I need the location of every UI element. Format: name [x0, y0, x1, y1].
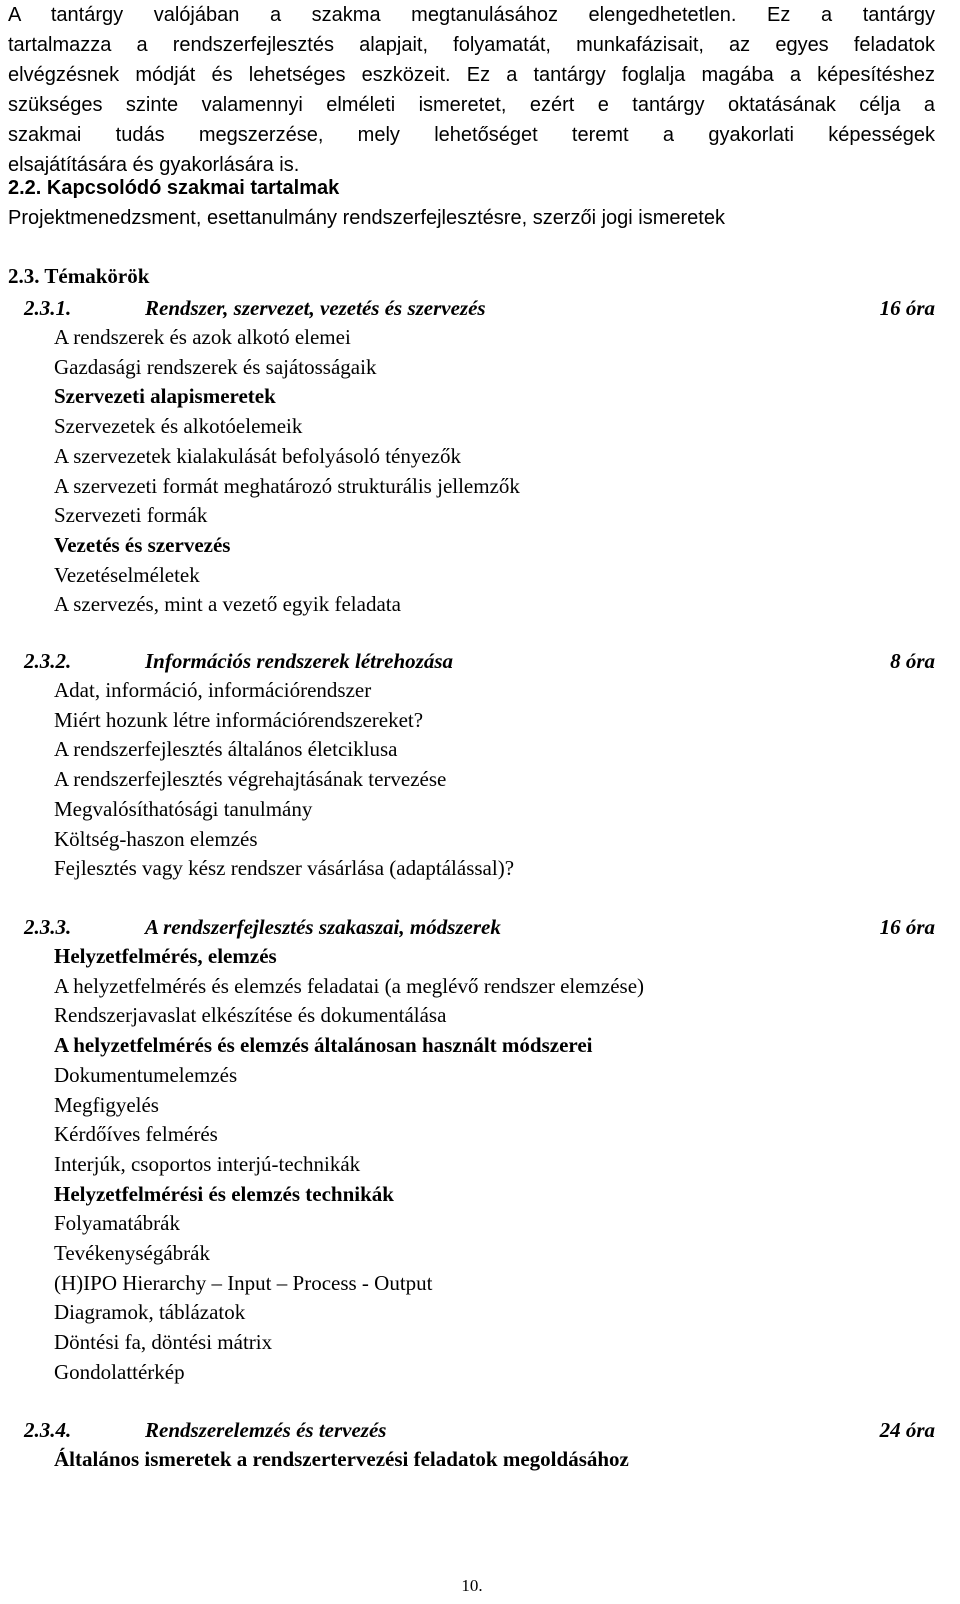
- topic-item: A szervezeti formát meghatározó strukturális jellemzők: [54, 473, 520, 498]
- topic-title: A rendszerfejlesztés szakaszai, módszerek: [145, 915, 501, 939]
- topic-item: Vezetéselméletek: [54, 562, 200, 587]
- topic-hours: 8 óra: [890, 649, 935, 673]
- topic-subheading: Helyzetfelmérés, elemzés: [54, 944, 277, 968]
- topic-item: Szervezeti formák: [54, 503, 208, 528]
- topic-items: [8, 676, 935, 884]
- topic-number: 2.3.2.: [24, 649, 72, 673]
- topic-title: Információs rendszerek létrehozása: [145, 649, 454, 673]
- topic-number: 2.3.3.: [24, 915, 72, 939]
- topic-item: A rendszerfejlesztés végrehajtásának tervezése: [54, 767, 447, 792]
- topic-item: A helyzetfelmérés és elemzés feladatai (a meglévő rendszer elemzése): [54, 973, 645, 998]
- topic-item: Gondolattérkép: [54, 1359, 185, 1384]
- topic-hours: 16 óra: [879, 915, 935, 939]
- topic-items: [8, 1445, 935, 1475]
- topic-header: [8, 646, 935, 676]
- section-heading-2-3: 2.3. Témakörök: [8, 264, 150, 288]
- topic-item: Folyamatábrák: [54, 1211, 180, 1236]
- topic-2-3-3: [8, 912, 935, 1388]
- topic-item: A rendszerfejlesztés általános életciklusa: [54, 737, 398, 762]
- topic-item: A szervezetek kialakulását befolyásoló tényezők: [54, 443, 461, 468]
- topic-2-3-2: [8, 646, 935, 884]
- topic-items: [8, 942, 935, 1388]
- topic-items: [8, 323, 935, 620]
- topic-hours: 16 óra: [879, 296, 935, 320]
- topic-item: Dokumentumelemzés: [54, 1062, 238, 1087]
- topic-item: A szervezés, mint a vezető egyik feladata: [54, 592, 401, 617]
- intro-paragraph: [8, 0, 935, 180]
- topic-subheading: A helyzetfelmérés és elemzés általánosan használt módszerei: [54, 1033, 593, 1058]
- intro-line: A tantárgy valójában a szakma megtanulásához elengedhetetlen. Ez a tantárgy: [8, 4, 935, 26]
- topic-item: Megfigyelés: [54, 1092, 159, 1117]
- topic-subheading: Szervezeti alapismeretek: [54, 384, 276, 409]
- topic-item: Megvalósíthatósági tanulmány: [54, 796, 313, 821]
- topic-item: Adat, információ, információrendszer: [54, 678, 372, 702]
- topic-item: (H)IPO Hierarchy – Input – Process - Output: [54, 1270, 433, 1295]
- topic-item: Kérdőíves felmérés: [54, 1122, 218, 1147]
- topic-2-3-1: [8, 293, 935, 620]
- intro-line: elvégzésnek módját és lehetséges eszközeit. Ez a tantárgy foglalja magába a képesítéshez: [8, 64, 935, 86]
- topic-subheading: Általános ismeretek a rendszertervezési feladatok megoldásához: [54, 1447, 629, 1471]
- topic-item: Fejlesztés vagy kész rendszer vásárlása (adaptálással)?: [54, 856, 515, 881]
- intro-line: elsajátítására és gyakorlására is.: [8, 154, 300, 176]
- topic-subheading: Helyzetfelmérési és elemzés technikák: [54, 1181, 394, 1206]
- topic-number: 2.3.4.: [24, 1418, 72, 1442]
- topic-item: Döntési fa, döntési mátrix: [54, 1330, 273, 1355]
- topic-2-3-4: [8, 1415, 935, 1475]
- topic-item: A rendszerek és azok alkotó elemei: [54, 325, 351, 349]
- topic-subheading: Vezetés és szervezés: [54, 532, 231, 557]
- topic-item: Gazdasági rendszerek és sajátosságaik: [54, 354, 377, 379]
- topic-item: Tevékenységábrák: [54, 1241, 210, 1266]
- topic-item: Szervezetek és alkotóelemeik: [54, 414, 303, 439]
- intro-line: tartalmazza a rendszerfejlesztés alapjait, folyamatát, munkafázisait, az egyes feladatok: [8, 34, 935, 56]
- topic-item: Rendszerjavaslat elkészítése és dokumentálása: [54, 1003, 447, 1028]
- section-heading-2-2: 2.2. Kapcsolódó szakmai tartalmak: [8, 177, 340, 199]
- topic-item: Költség-haszon elemzés: [54, 826, 258, 851]
- topic-hours: 24 óra: [879, 1418, 935, 1442]
- topic-header: [8, 1415, 935, 1445]
- topic-header: [8, 912, 935, 942]
- topic-number: 2.3.1.: [24, 296, 72, 320]
- topic-header: [8, 293, 935, 323]
- intro-line: szükséges szinte valamennyi elméleti ismeretet, ezért e tantárgy oktatásának célja a: [8, 94, 935, 116]
- page-number: 10.: [461, 1576, 483, 1595]
- intro-line: szakmai tudás megszerzése, mely lehetőséget teremt a gyakorlati képességek: [8, 124, 935, 146]
- topic-item: Interjúk, csoportos interjú-technikák: [54, 1151, 361, 1176]
- section-text-2-2: Projektmenedzsment, esettanulmány rendszerfejlesztésre, szerzői jogi ismeretek: [8, 207, 725, 229]
- topic-title: Rendszer, szervezet, vezetés és szervezés: [145, 296, 486, 320]
- topic-item: Diagramok, táblázatok: [54, 1300, 246, 1325]
- topic-item: Miért hozunk létre információrendszereket?: [54, 707, 424, 732]
- topic-title: Rendszerelemzés és tervezés: [145, 1418, 387, 1442]
